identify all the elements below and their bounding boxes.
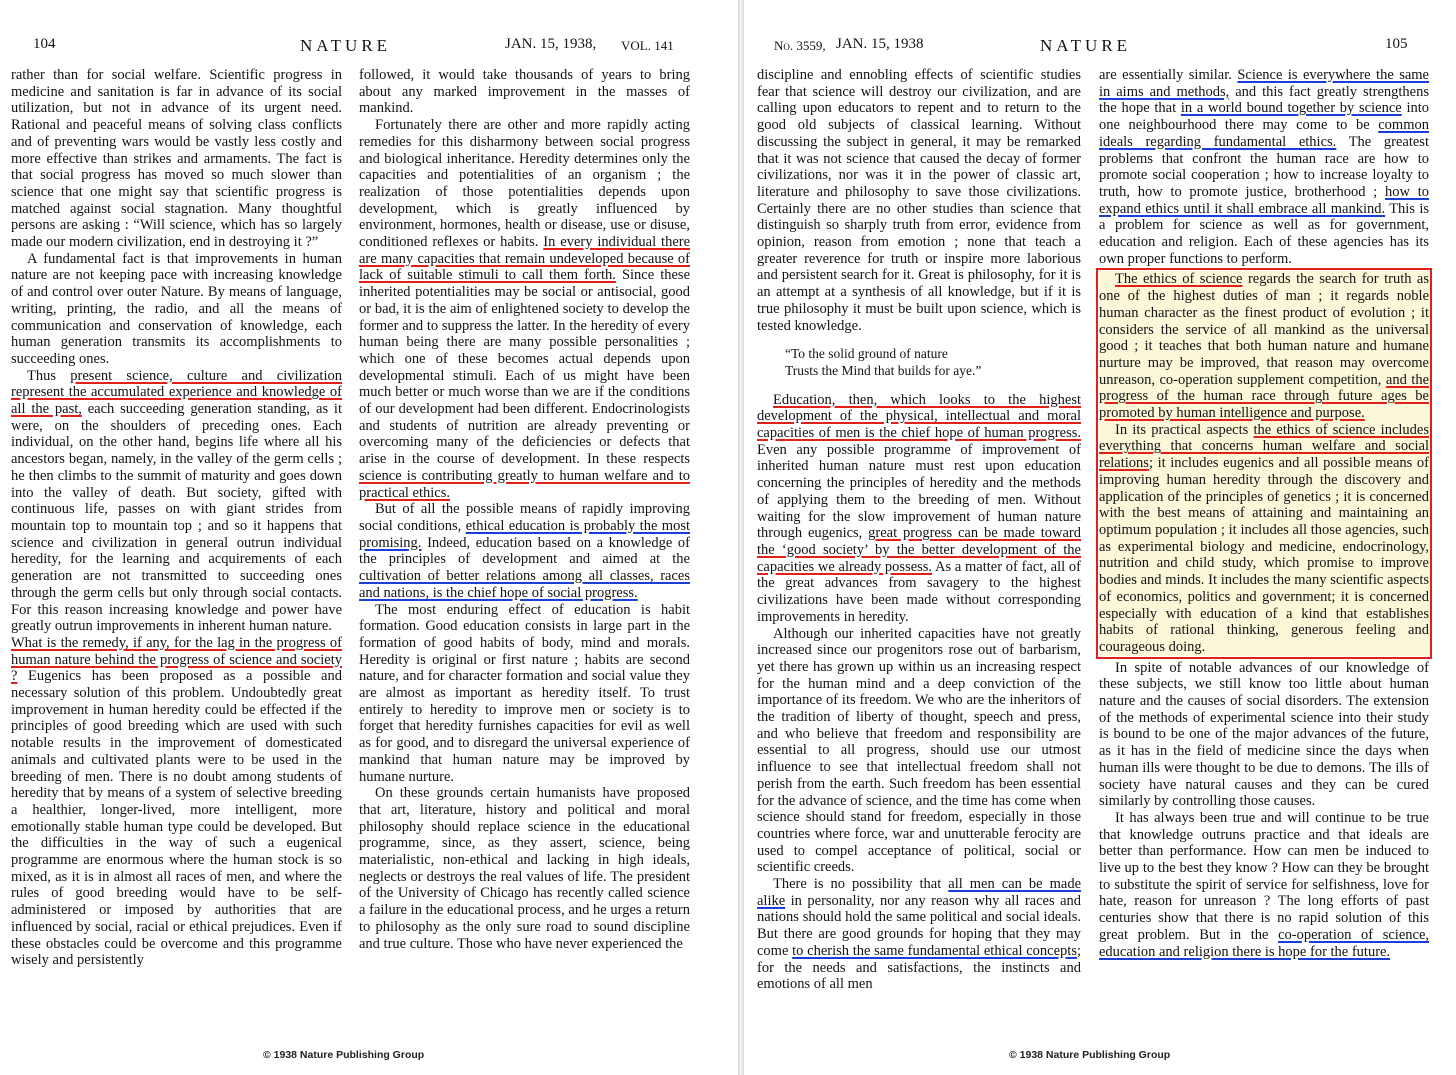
blue-underlined-text: how to expand ethics until it shall embrace all mankind. bbox=[1099, 183, 1430, 217]
blue-underlined-text: in a world bound together by science bbox=[1180, 100, 1402, 117]
red-underlined-text: science is contributing greatly to human welfare and to practical ethics. bbox=[359, 467, 690, 501]
text-run: each succeeding generation standing, as it were, on the shoulders of preceding ones. Each individual, on the other hand, begins life where all his ancestors began, namely, in the valley of the germ cells ; he then climbs to the summit of maturity and goes down into the valley of death. But society, gifted with continuous life, passes on with giant strides from mountain top to mountain top ; and so it happens that science and civilization in general outrun individual heredity, for the learning and acquirements of each generation are not transmitted to succeeding ones through the germ cells but only through social contacts. For this reason increasing knowledge and power have greatly outrun improvements in inherent human nature. bbox=[11, 401, 342, 635]
text-run: and this fact greatly strengthens the hope that bbox=[1099, 83, 1429, 117]
text-run: are essentially similar. bbox=[1099, 67, 1232, 83]
copyright-left: © 1938 Nature Publishing Group bbox=[263, 1049, 425, 1061]
red-underlined-text: What is the remedy, if any, for the lag in the progress of human nature behind the progress of science and society ? bbox=[11, 634, 342, 685]
text-run: Fortunately there are other and more rapidly acting remedies for this disharmony between social progress and biological inheritance. Heredity determines only the capacities and potentialities of an organism ; the realization of those potentialities depends upon development, which is greatly influenced by environment, hormones, health or disease, use or disuse, conditioned reflexes or habits. bbox=[359, 117, 690, 251]
red-underlined-text: In every individual there are many capacities that remain undeveloped because of lack of suitable stimuli to call them forth. bbox=[359, 234, 691, 284]
page-number-right: 105 bbox=[1385, 36, 1408, 52]
paragraph bbox=[757, 876, 1081, 993]
paragraph: followed, it would take thousands of years to bring about any marked improvement in the masses of mankind. bbox=[359, 67, 690, 117]
volume-left: VOL. 141 bbox=[621, 38, 674, 53]
left-column-1 bbox=[11, 67, 342, 969]
text-run: Indeed, education based on a knowledge of the principles of development and aimed at the bbox=[359, 534, 690, 568]
red-underlined-text: present science, culture and civilization represent the accumulated experience and knowledge of all the past, bbox=[11, 367, 342, 418]
blue-underlined-text: to cherish the same fundamental ethical concepts bbox=[792, 942, 1077, 959]
issue-number-right: No. 3559, bbox=[774, 38, 826, 53]
blue-underlined-text: all men can be made alike bbox=[757, 876, 1082, 909]
paragraph: discipline and ennobling effects of scientific studies fear that science will destroy our civilization, and are calling upon educators to repent and to return to the good old subjects of classical learning. Without discussing the subject in general, it may be remarked that it was not science that caused the decay of former civilizations, nor was it in the power of classic art, literature and philosophy to save those civilizations. Certainly there are no other studies than science that distinguish so sharply truth from error, evidence from opinion, reason from emotion ; none that teach a greater reverence for truth or inspire more laborious and persistent search for it. Great is philosophy, for it is an attempt at a synthesis of all knowledge, but if it is true philosophy it must be built upon science, which is tested knowledge. bbox=[757, 67, 1081, 334]
quote-line: “To the solid ground of nature bbox=[785, 346, 948, 362]
text-run: ; for the needs and satisfactions, the instincts and emotions of all men bbox=[757, 942, 1081, 993]
paragraph: On these grounds certain humanists have proposed that art, literature, history and political and moral philosophy should replace science in the educational programme, since, as they assert, science, being materialistic, non-ethical and lacking in high ideals, neglects or destroys the real values of life. The president of the University of Chicago has recently called science a failure in the educational process, and he urges a return to philosophy as the only sure road to sound discipline and true culture. Those who have never experienced the bbox=[359, 785, 690, 952]
date-left: JAN. 15, 1938, bbox=[505, 36, 597, 52]
journal-title-left: NATURE bbox=[300, 36, 392, 55]
text-run: ; it includes eugenics and all possible means of improving human heredity through the discovery and application of the principles of genetics ; it is concerned with the best means of attaining and maintaining an optimum population ; it includes all those agencies, such as experimental biology and medicine, endocrinology, nutrition and child study, which promise to improve bodies and minds. It includes the many scientific aspects of economics, politics and government; it is concerned especially with education of a kind that establishes habits of rational thinking, generous feeling and courageous doing. bbox=[1099, 455, 1429, 655]
paragraph bbox=[359, 117, 690, 501]
paragraph bbox=[757, 392, 1081, 626]
text-run: It has always been true and will continue to be true that knowledge outruns practice and that ideals are better than performance. How can men be induced to live up to the best they know ? How can they be brought to substitute the spirit of service for selfishness, love for hate, reason for unreason ? The long efforts of past centuries show that there is no rapid solution of this great problem. But in the bbox=[1099, 809, 1429, 943]
blue-underlined-text: Science is everywhere the same in aims and methods, bbox=[1099, 67, 1429, 100]
red-underlined-text: the ethics of science includes everything that concerns human welfare and social relations bbox=[1099, 421, 1429, 472]
poem-quote bbox=[785, 346, 1081, 379]
paragraph: Although our inherited capacities have not greatly increased since our progenitors rose out of barbarism, yet there has grown up within us an increasing respect for the human mind and a deep conviction of the importance of its freedom. We who are the inheritors of the tradition of liberty of thought, speech and press, and who believe that freedom and responsibility are essential to all progress, should use our utmost influence to see that intellectual freedom shall not perish from the earth. Such freedom has been essential for the advance of science, and the time has come when science should stand for freedom, especially in those countries where force, war and unutterable ferocity are used to compel acceptance of political, social or scientific creeds. bbox=[757, 625, 1081, 876]
paragraph bbox=[11, 635, 342, 969]
text-run: There is no possibility that bbox=[773, 876, 942, 893]
text-run: into one neighbourhood there may come to be bbox=[1099, 100, 1429, 134]
quote-line: Trusts the Mind that builds for aye.” bbox=[785, 362, 982, 378]
paragraph bbox=[1099, 67, 1429, 267]
right-page bbox=[744, 0, 1456, 1075]
blue-underlined-text: co-operation of science, education and religion there is hope for the future. bbox=[1099, 926, 1429, 960]
blue-underlined-text: ethical education is probably the most promising. bbox=[359, 517, 691, 551]
paragraph bbox=[1099, 271, 1429, 421]
text-run: In its practical aspects bbox=[1115, 421, 1249, 438]
paragraph bbox=[11, 368, 342, 635]
paragraph: rather than for social welfare. Scientific progress in medicine and sanitation is far in advance of its social utilization, but not in advance of its urgent need. Rational and peaceful means of solving class conflicts and of preventing wars would be vastly less costly and more effective than strikes and armaments. The fact is that social progress has moved so much slower than science that one might say that scientific progress is matched against social stagnation. Many thoughtful persons are asking : “Will science, which has so largely made our modern civilization, end in destroying it ?” bbox=[11, 67, 342, 251]
highlighted-box bbox=[1099, 271, 1429, 655]
blue-underlined-text: common ideals regarding fundamental ethics. bbox=[1099, 117, 1429, 150]
journal-title-right: NATURE bbox=[1040, 36, 1132, 55]
text-run: Thus bbox=[27, 367, 56, 384]
paragraph bbox=[359, 501, 690, 601]
paragraph: The most enduring effect of education is habit formation. Good education consists in large part in the formation of good habits of body, mind and morals. Heredity is original or first nature ; habits are second nature, and for character formation and social value they are almost as important as heredity itself. To trust entirely to heredity to improve men or society is to forget that heredity furnishes capacities for evil as well as for good, and to disregard the universal experience of mankind that human nature may be improved by humane nurture. bbox=[359, 601, 690, 785]
text-run: regards the search for truth as one of the highest duties of man ; it regards noble human character as the finest product of evolution ; it considers the service of all mankind as the universal good ; it teaches that both human nature and humane nurture may be improved, that reason may overcome unreason, co-operation supplement competition, bbox=[1099, 271, 1430, 388]
page-number-left: 104 bbox=[33, 36, 56, 52]
text-run: The greatest problems that confront the human race are how to promote social cooperation ; how to increase loyalty to truth, how to promote justice, brotherhood ; bbox=[1099, 133, 1429, 200]
text-run: But of all the possible means of rapidly improving social conditions, bbox=[359, 501, 690, 534]
right-column-2 bbox=[1099, 67, 1429, 960]
paragraph: A fundamental fact is that improvements in human nature are not keeping pace with increasing knowledge of and control over outer Nature. By means of language, writing, printing, the radio, and all the means of communication and conservation of knowledge, each human generation transmits its accomplishments to succeeding ones. bbox=[11, 250, 342, 367]
text-run: This is a problem for science as well as for government, education and religion. Each of these agencies has its own proper functions to perform. bbox=[1099, 200, 1429, 267]
date-right: JAN. 15, 1938 bbox=[836, 36, 924, 52]
paragraph: In spite of notable advances of our knowledge of these subjects, we still know too little about human nature and the causes of social disorders. The extension of the methods of experimental science into their study is bound to be one of the major advances of the future, as it has in the field of medicine since the days when human ills were thought to be due to demons. The ills of society have natural causes and they can be cured similarly by controlling those causes. bbox=[1099, 659, 1429, 810]
copyright-right: © 1938 Nature Publishing Group bbox=[1009, 1049, 1171, 1061]
right-column-1 bbox=[757, 67, 1081, 993]
paragraph bbox=[1099, 810, 1429, 960]
text-run: in personality, nor any reason why all races and nations should hold the same political and social ideals. But there are good grounds for hoping that they may come bbox=[757, 892, 1081, 959]
paragraph bbox=[1099, 422, 1429, 656]
red-underlined-text: Education, then, which looks to the highest development of the physical, intellectual and moral capacities of men is the chief hope of human progress. bbox=[757, 391, 1081, 442]
text-run: Even any possible programme of improvement of inherited human nature must rest upon education concerning the principles of heredity and the methods of applying them to the breeding of men. Without waiting for the slow improvement of human nature through eugenics, bbox=[757, 441, 1081, 542]
red-underlined-text: The ethics of science bbox=[1115, 271, 1243, 288]
text-run: Eugenics has been proposed as a possible and necessary solution of this problem. Undoubtedly great improvement in human heredity could be effected if the principles of good breeding which are used with such notable results in the improvement of domesticated animals and cultivated plants were to be used in the breeding of men. There is no doubt among students of heredity that by means of a system of selective breeding a healthier, longer-lived, more intelligent, more emotionally stable human type could be developed. But the difficulties in the way of such a eugenical programme are enormous where the human stock is so mixed, as it is in almost all races of men, and where the rules of good breeding would have to be self-administered or imposed by authorities that are influenced by social, racial or ethical prejudices. Even if these obstacles could be overcome and this programme wisely and persistently bbox=[11, 668, 342, 969]
text-run: As a matter of fact, all of the great advances from savagery to the highest civilizations have been made without corresponding improvements in heredity. bbox=[757, 558, 1081, 625]
red-underlined-text: great progress can be made toward the ‘good society’ by the better development of the capacities we already possess. bbox=[757, 525, 1081, 575]
text-run: Since these inherited potentialities may be social or antisocial, good or bad, it is the aim of enlightened society to develop the former and to suppress the latter. In the heredity of every human being there are many possible personalities ; which one of these becomes actual depends upon developmental stimuli. Each of us might have been much better or much worse than we are if the conditions of our development had been different. Endocrinologists and students of nutrition are already preventing or overcoming many of the deficiencies or defects that arise in the course of development. In these respects bbox=[359, 267, 690, 468]
left-column-2 bbox=[359, 67, 690, 952]
red-underlined-text: and the progress of the human race through future ages be promoted by human intelligence and purpose. bbox=[1099, 371, 1430, 422]
blue-underlined-text: cultivation of better relations among all classes, races and nations, is the chief hope of social progress. bbox=[359, 568, 690, 601]
